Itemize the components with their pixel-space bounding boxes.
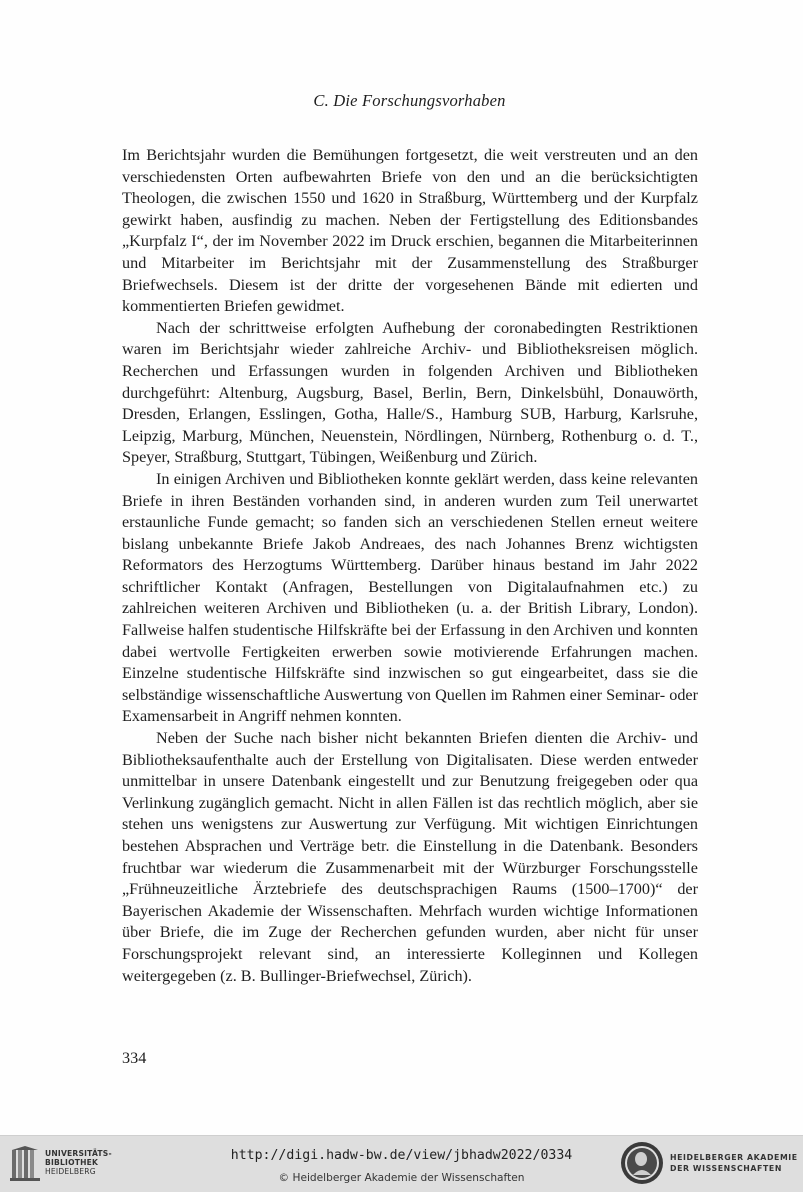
paragraph-3: In einigen Archiven und Bibliotheken konnte geklärt werden, dass keine relevanten Briefe in ihren Beständen vorhanden sind, in anderen wurden zum Teil unerwartet erstaunliche Funde gemacht; so fanden sich an verschiedenen Stellen erneut weitere bislang unbekannte Briefe Jakob Andreaes, des nach Johannes Brenz wichtigsten Reformators des Herzogtums Württemberg. Darüber hinaus bestand im Jahr 2022 schriftlicher Kontakt (Anfragen, Bestellungen von Digitalaufnahmen etc.) zu zahlreichen weiteren Archiven und Bibliotheken (u. a. der British Library, London). Fallweise halfen studentische Hilfskräfte bei der Erfassung in den Archiven und konnten dabei wertvolle Fertigkeiten erwerben sowie motivierende Erfahrungen machen. Einzelne studentische Hilfskräfte sind inzwischen so gut eingearbeitet, dass sie die selbständige wissenschaftliche Auswertung von Quellen im Rahmen einer Seminar- oder Examensarbeit in Angriff nehmen konnten.: [122, 469, 698, 726]
permalink-url[interactable]: http://digi.hadw-bw.de/view/jbhadw2022/0334: [230, 1148, 573, 1163]
academy-name-line-2: DER WISSENSCHAFTEN: [670, 1164, 782, 1173]
academy-name: [670, 1152, 798, 1174]
academy-name-line-1: HEIDELBERGER AKADEMIE: [670, 1153, 798, 1162]
viewer-footer: [0, 1135, 803, 1192]
library-name-line-2: BIBLIOTHEK: [45, 1158, 99, 1167]
paragraph-4: Neben der Suche nach bisher nicht bekannten Briefen dienten die Archiv- und Bibliotheksaufenthalte auch der Erstellung von Digitalisaten. Diese werden entweder unmittelbar in unsere Datenbank eingestellt und zur Benutzung freigegeben oder qua Verlinkung zugänglich gemacht. Nicht in allen Fällen ist das rechtlich möglich, aber sie stehen uns wenigstens zur Auswertung zur Verfügung. Mit wichtigen Einrichtungen bestehen Absprachen und Verträge betr. die Einstellung in die Datenbank. Besonders fruchtbar war wiederum die Zusammenarbeit mit der Würzburger Forschungsstelle „Frühneuzeitliche Ärztebriefe des deutschsprachigen Raums (1500–1700)“ der Bayerischen Akademie der Wissenschaften. Mehrfach wurden wichtige Informationen über Briefe, die im Zuge der Recherchen gefunden wurden, aber nicht für unser Forschungsprojekt relevant sind, an interessierte Kolleginnen und Kollegen weitergegeben (z. B. Bullinger-Briefwechsel, Zürich).: [122, 729, 698, 985]
body-text: [122, 145, 698, 987]
page-number: 334: [122, 1049, 147, 1067]
running-title: C. Die Forschungsvorhaben: [313, 91, 506, 110]
copyright-notice: © Heidelberger Akademie der Wissenschaften: [278, 1172, 525, 1184]
academy-seal-icon: [620, 1141, 664, 1185]
running-head: [0, 91, 803, 111]
paragraph-2: Nach der schrittweise erfolgten Aufhebung der coronabedingten Restriktionen waren im Berichtsjahr wieder zahlreiche Archiv- und Bibliotheksreisen möglich. Recherchen und Erfassungen wurden in folgenden Archiven und Bibliotheken durchgeführt: Altenburg, Augsburg, Basel, Berlin, Bern, Dinkelsbühl, Donauwörth, Dresden, Erlangen, Esslingen, Gotha, Halle/S., Hamburg SUB, Harburg, Karlsruhe, Leipzig, Marburg, München, Neuenstein, Nördlingen, Nürnberg, Rothenburg o. d. T., Speyer, Straßburg, Stuttgart, Tübingen, Weißenburg und Zürich.: [122, 318, 698, 467]
library-name-line-3: HEIDELBERG: [45, 1167, 96, 1176]
library-name-line-1: UNIVERSITÄTS-: [45, 1149, 112, 1158]
paragraph-1: Im Berichtsjahr wurden die Bemühungen fortgesetzt, die weit verstreuten und an den verschiedensten Orten aufbewahrten Briefe von den und an die berücksichtigten Theologen, die zwischen 1550 und 1620 in Straßburg, Württemberg und der Kurpfalz gewirkt haben, ausfindig zu machen. Neben der Fertigstellung des Editionsbandes „Kurpfalz I“, der im November 2022 im Druck erschien, begannen die Mitarbeiterinnen und Mitarbeiter im Berichtsjahr mit der Zusammenstellung des Straßburger Briefwechsels. Diesem ist der dritte der vorgesehenen Bände mit edierten und kommentierten Briefen gewidmet.: [122, 146, 698, 316]
